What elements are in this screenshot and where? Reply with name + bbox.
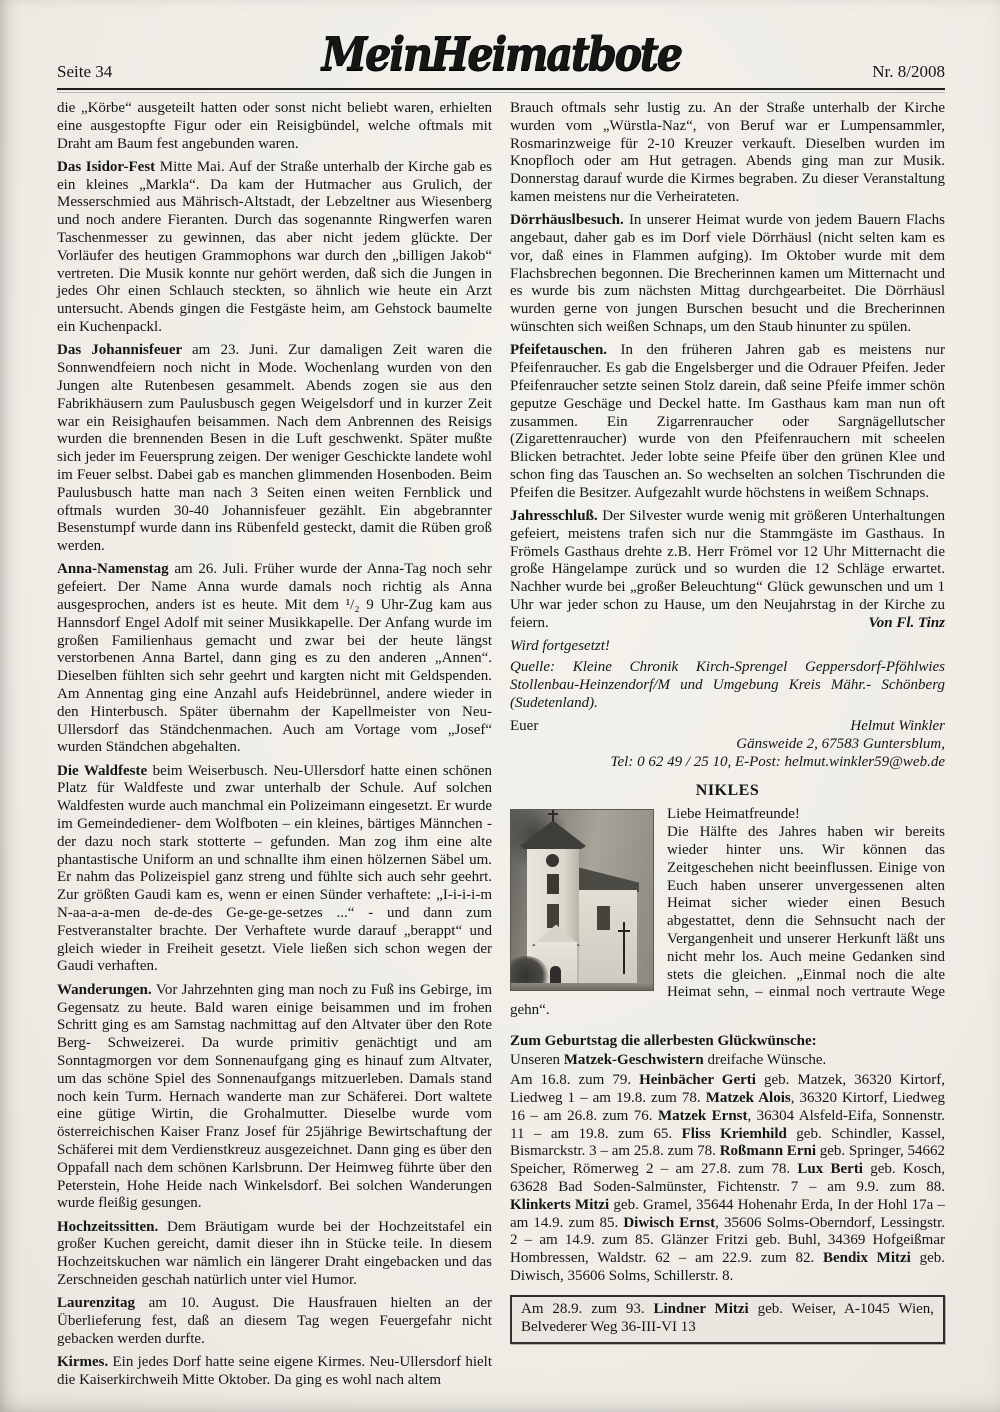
paragraph-kirmes: Kirmes. Ein jedes Dorf hatte seine eigene Kirmes. Neu-Ullersdorf hielt die Kaiserkirchweih Mitte Oktober. Da ging es wohl nach altem: [57, 1354, 492, 1388]
paragraph-continuation: Brauch oftmals sehr lustig zu. An der Straße unterhalb der Kirche wurden vom „Würstla-Naz“, von Beruf war er Lumpensammler, Rosmarinzweige für 2-10 Kreuzer verkauft. Dieselben wurden im Knopfloch oder am Hut getragen. Abends ging man zur Musik. Donnerstag darauf wurde die Kirmes begraben. Zu dieser Veranstaltung kamen meistens nur die Verheirateten.: [510, 100, 945, 205]
paragraph-hochzeitssitten: Hochzeitssitten. Dem Bräutigam wurde bei der Hochzeitstafel ein großer Kuchen gereicht, damit dieser ihn in Stücke teile. In diesem Hochzeitskuchen war nämlich ein längerer Draht eingebacken und das Zerschneiden geschah natürlich unter viel Humor.: [57, 1218, 492, 1288]
photo-ground: [511, 983, 653, 990]
church-nave-roof: [575, 866, 639, 892]
paragraph-isidor-fest: Das Isidor-Fest Mitte Mai. Auf der Straße unterhalb der Kirche gab es ein kleines „Markla“. Da kam der Hutmacher aus Grulich, der Messerschmied aus Mährisch-Altstadt, der Lebzeltner aus Wiesenberg und noch andere Fieranten. Durch das sogenannte Ringwerfen waren Taschenmesser zu gewinnen, das aber nicht jedem glückte. Der Vorläufer des heutigen Grammophons war durch den „billigen Jakob“ vertreten. Die Musik konnte nur gehört werden, daß sich die Jungen in jedes Ohr einen Schlauch steckten, so ähnlich wie heute ein Arzt untersucht. Abends gingen die Festgäste heim, am Gehstock baumelte ein Kuchenpackl.: [57, 158, 492, 336]
issue-number: Nr. 8/2008: [872, 62, 945, 81]
church-spire: [552, 810, 554, 821]
paragraph-pfeifetauschen: Pfeifetauschen. In den früheren Jahren gab es meistens nur Pfeifenraucher. Es gab die Engelsberger und die Odrauer Pfeifen. Jeder Pfeifenraucher setzte seinen Stolz darein, daß seine Pfeife immer schön geputze Geschäge und Deckel hatte. Im Gasthaus kam man nun oft zusammen. Ein Zigarrenraucher oder Sargnägellutscher (Zigarettenraucher) wurde von den Pfeifenrauchern mit scheelen Blicken betrachtet. Jeder lobte seine Pfeife über den grünen Klee und schon fing das Tauschen an. So wechselten an solchen Tischrunden die Pfeifen die Besitzer. Aufgezahlt wurde höchstens in weißem Schnaps.: [510, 342, 945, 501]
birthday-box: [510, 1295, 945, 1345]
paragraph-waldfeste: Die Waldfeste beim Weiserbusch. Neu-Ullersdorf hatte einen schönen Platz für Waldfeste und zwar unterhalb der Schule. Auf solchen Waldfesten wurde auch manchmal ein Polizeimann eingesetzt. Er wurde im Gemeindediener- dem Wolfboten – ein kleines, bärtiges Männchen - der dazu noch stark stotterte – gefunden. Man zog ihm eine alte phantastische Uniform an und schnallte ihm einen hölzernen Säbel um. Er nahm das Polizeispiel ganz streng und fühlte sich auch sehr geehrt. Zur größten Gaudi kam es, wenn er einen Sünder verhaftete: „I-i-i-i-m N-aa-a-a-men de-de-des Ge-ge-ge-setzes ...“ - und dann zum Festveranstalter brachte. Der Verhaftete wurde darauf „berappt“ und gleich wieder in Freiheit gesetzt. Viele ließen sich schon wegen der Gaudi verhaften.: [57, 762, 492, 975]
churchyard-cross-arm: [618, 930, 630, 932]
church-photo: [510, 809, 654, 991]
birthday-box-text: Am 28.9. zum 93. Lindner Mitzi geb. Weiser, A-1045 Wien, Belvederer Weg 36-III-VI 13: [521, 1300, 935, 1335]
birthday-heading: Zum Geburtstag die allerbesten Glückwünsche:: [510, 1032, 817, 1049]
church-tower-window-lower: [547, 904, 559, 928]
page-header: [57, 27, 945, 90]
paragraph-wanderungen: Wanderungen. Vor Jahrzehnten ging man noch zu Fuß ins Gebirge, im Gegensatz zu heute. Bald waren einige beisammen und im frohen Schritt ging es am Samstag nachmittag auf den Altvater über den Rote Berg- Schweizerei. Da wurde primitiv genächtigt und am Sonntagmorgen vor dem Sonnenaufgang ging es hinauf zum Altvater, um das schöne Spiel des Sonnenaufgangs mitzuerleben. Damals stand noch kein Turm. Hernach wanderte man zur Schäferei. Dort waltete eine gütige Wirtin, die Grohalmutter. Dieselbe wurde vom österreichischen Kaiser Franz Josef für 25jährige Bewirtschaftung der Schäferei mit dem Verdienstkreuz ausgezeichnet. Dann ging es über den Oppafall nach dem schönen Karlsbrunn. Der Heimweg führte über den Peterstein, Hohe Heide nach Winkelsdorf. Bei solchen Wanderungen wurde fleißig gesungen.: [57, 981, 492, 1212]
paragraph-anna-namenstag: Anna-Namenstag am 26. Juli. Früher wurde der Anna-Tag noch sehr gefeiert. Der Name Anna wurde damals noch richtig als Anna ausgesprochen, anders ist es heute. Mit dem ¹/₂ 9 Uhr-Zug kam aus Hannsdorf Engel Adolf mit seiner Musikkapelle. Der Anfang wurde im großen Familienhaus gemacht und zwar bei der heute längst verstorbenen Anna Bartel, dann ging es zu den anderen „Annen“. Dieselben fühlten sich sehr geehrt und kargten nicht mit Geldspenden. Am Annentag ging eine Anzahl aufs Heidebrünnel, andere wieder in den Hinterbusch. Später übernahm der Kapellmeister von Neu-Ullersdorf das Ständchenmachen. Auch am Vortage vom „Josef“ wurden Ständchen abgehalten.: [57, 561, 492, 756]
contact-phone-email: Tel: 0 62 49 / 25 10, E-Post: helmut.winkler59@web.de: [610, 753, 945, 770]
paragraph-johannisfeuer: Das Johannisfeuer am 23. Juni. Zur damaligen Zeit waren die Sonnwendfeiern noch nicht in Mode. Wochenlang wurden von den Jungen alte Rutenbesen gesammelt. Abends zogen sie aus den Fabrikhäusern zum Paulusbusch gegen Weigelsdorf und in kurzer Zeit war ein Reisighaufen beisammen. Nach dem Anbrennen des Reisigs wurden die brennenden Besen in die Luft geschwenkt. Später mußte sich jeder im Feuersprung zeigen. Der weniger Geschickte landete wohl im Feuer selbst. Dabei gab es manchen glimmenden Hosenboden. Beim Paulusbusch hatte man nach 3 Seiten einen weiten Fernblick und oftmals wurden 30-40 Johannisfeuer gezählt. Ein abgebrannter Besenstumpf wurde dann ins Rübenfeld gesteckt, damit die Rüben groß werden.: [57, 342, 492, 555]
right-column: [510, 100, 945, 1395]
contact-address: Gänsweide 2, 67583 Guntersblum,: [736, 736, 945, 753]
section-heading-nikles: NIKLES: [695, 781, 760, 799]
church-tower-window-upper: [547, 874, 559, 894]
nikles-salutation: Liebe Heimatfreunde!: [667, 806, 800, 823]
contact-salutation: Euer: [510, 718, 539, 735]
paragraph-continuation: die „Körbe“ ausgeteilt hatten oder sonst nicht beliebt waren, erhielten eine ausgestopfte Figur oder ein Reisigbündel, welche oftmals mit Draht am Baum fest angebunden waren.: [57, 100, 492, 152]
page-number: Seite 34: [57, 62, 113, 81]
left-column: [57, 100, 492, 1395]
paragraph-doerrhaeuslbesuch: Dörrhäuslbesuch. In unserer Heimat wurde von jedem Bauern Flachs angebaut, daher gab es im Dorf viele Dörrhäusl (nicht selten kam es vor, daß eines in Flammen aufging). Im Oktober wurde mit dem Flachsbrechen begonnen. Die Brecherinnen kamen um Mitternacht und es wurde bis zum nächsten Mittag durchgearbeitet. Die Dörrhäusl wurden gerne von jungen Burschen besucht und die Brecherinnen wünschten sich weißen Schnaps, um den Staub hinunter zu spülen.: [510, 212, 945, 336]
article-columns: [57, 100, 945, 1395]
contact-name: Helmut Winkler: [850, 718, 945, 735]
birthday-intro: Unseren Matzek-Geschwistern dreifache Wünsche.: [510, 1052, 827, 1069]
church-nave: [577, 890, 637, 984]
masthead-logo: MeinHeimatbote: [321, 27, 681, 81]
continuation-note: Wird fortgesetzt!: [510, 638, 610, 655]
paragraph-jahresschluss: Jahresschluß. Der Silvester wurde wenig mit größeren Unterhaltungen gefeiert, meistens trafen sich nur die Stammgäste im Gasthaus. In Frömels Gasthaus drehte z.B. Herr Frömel vor 12 Uhr Mitternacht die große Hängelampe zurück und so wurden die 12 Schläge erwartet. Nachher wurde bei „großer Beleuchtung“ Glück gewunschen und um 1 Uhr war jeder schon zu Hause, um den Neujahrstag in der Kirche zu feiern. Von Fl. Tinz: [510, 508, 946, 631]
source-note: Quelle: Kleine Chronik Kirch-Sprengel Geppersdorf-Pföhlwies Stollenbau-Heinzendorf/M und Umgebung Kreis Mähr.- Schönberg (Sudetenland).: [510, 658, 945, 711]
paragraph-laurenzitag: Laurenzitag am 10. August. Die Hausfrauen hielten an der Überlieferung fest, daß an diesem Tag wegen Feuergefahr nicht gebacken werden durfte.: [57, 1295, 492, 1347]
nikles-text: Die Hälfte des Jahres haben wir bereits wieder hinter uns. Wir können das Zeitgeschehen nicht beeinflussen. Einige von Euch haben unserer unvergessenen alten Heimat sicher wieder einen Besuch abgestattet, denn die Sehnsucht nach der Vergangenheit und unserer Herkunft läßt uns nicht mehr los. Auch meine Gedanken sind stets die gleichen. „Einmal noch die alte Heimat sehn, – einmal noch vertraute Wege gehn“.: [510, 824, 945, 1019]
birthday-list: Am 16.8. zum 79. Heinbächer Gerti geb. Matzek, 36320 Kirtorf, Liedweg 1 – am 19.8. zum 78. Matzek Alois, 36320 Kirtorf, Liedweg 16 – am 26.8. zum 76. Matzek Ernst, 36304 Alsfeld-Eifa, Sonnenstr. 11 – am 19.8. zum 65. Fliss Kriemhild geb. Schindler, Kassel, Bismarckstr. 3 – am 25.8. zum 78. Roßmann Erni geb. Springer, 54662 Speicher, Römerweg 2 – am 27.8. zum 78. Lux Berti geb. Kosch, 63628 Bad Soden-Salmünster, Fichtenstr. 7 – am 9.9. zum 88. Klinkerts Mitzi geb. Gramel, 35644 Hohenahr Erda, In der Hohl 17a – am 14.9. zum 85. Diwisch Ernst, 35606 Solms-Oberndorf, Lessingstr. 2 – am 14.9. zum 85. Glänzer Fritzi geb. Buhl, 34369 Hofgeißmar Hombressen, Waldstr. 62 – am 22.9. zum 82. Bendix Mitzi geb. Diwisch, 35606 Solms, Schillerstr. 8.: [510, 1072, 946, 1284]
contact-block: [510, 718, 945, 771]
nikles-section: [510, 806, 945, 1025]
church-spire-cross: [548, 813, 558, 815]
church-nave-window: [597, 906, 610, 930]
